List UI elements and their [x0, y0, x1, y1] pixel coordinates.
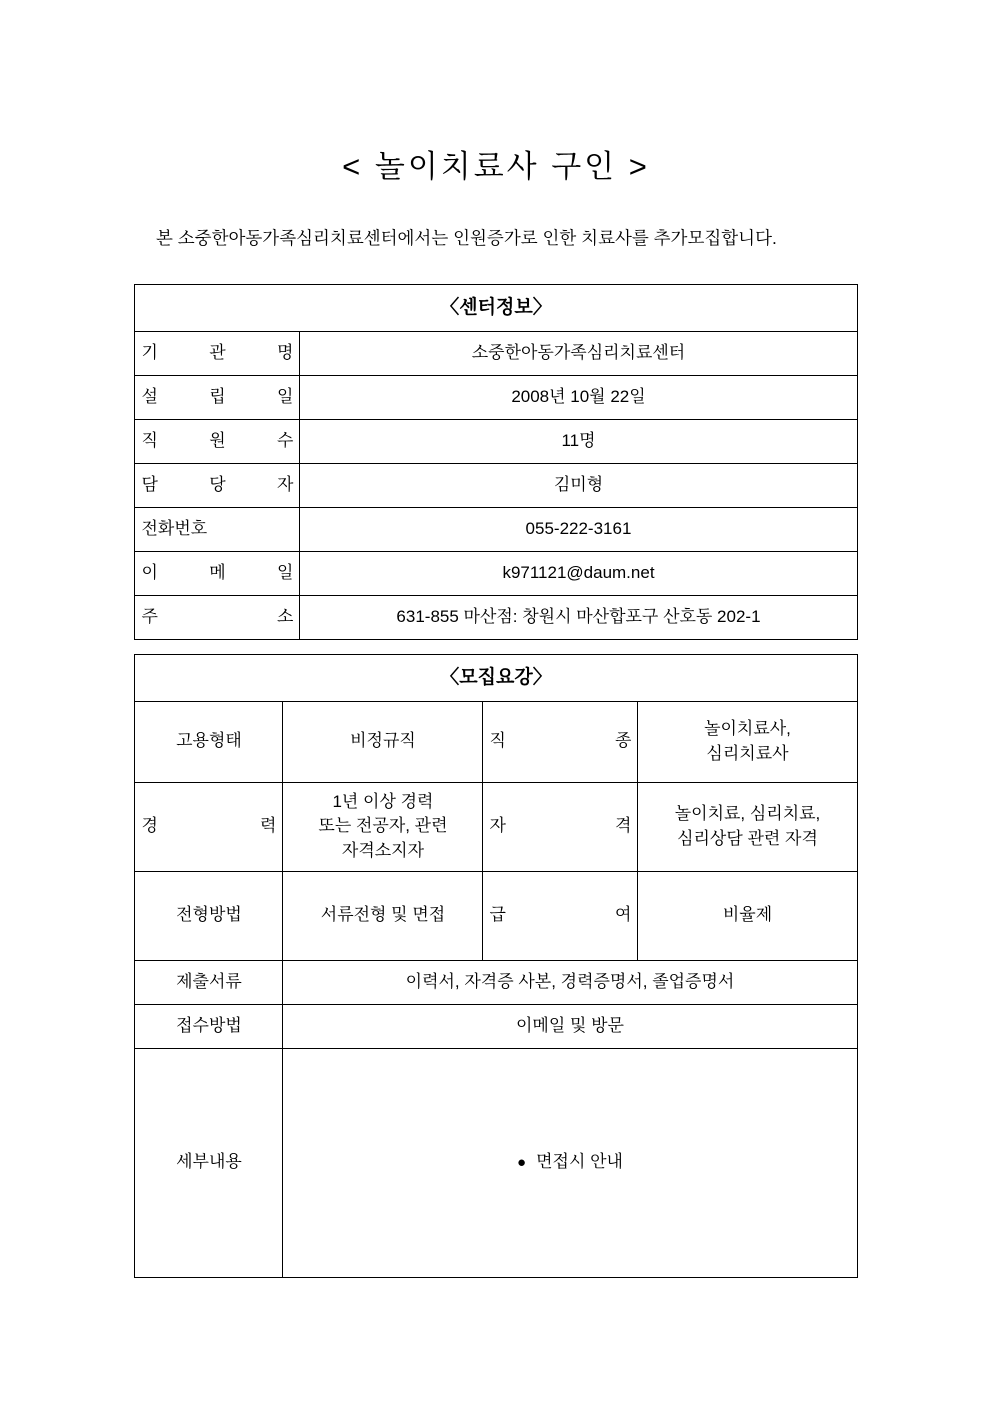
table-row: [135, 871, 857, 960]
row-label-phone: [135, 507, 300, 551]
row-value-qualification: [638, 782, 857, 871]
row-value-apply-method: 이메일 및 방문: [283, 1004, 857, 1048]
table-row: [135, 331, 857, 375]
label-text: 자 격: [489, 816, 632, 836]
table-row: [135, 595, 857, 639]
table-row: [135, 1048, 857, 1277]
row-label-qualification: [483, 782, 638, 871]
label-text: 전화번호: [141, 518, 208, 538]
row-label-staff-count: [135, 419, 300, 463]
center-info-section-title: 〈센터정보〉: [135, 284, 857, 331]
recruit-info-table-wrapper: [0, 654, 992, 1278]
row-value-address: 631-855 마산점: 창원시 마산합포구 산호동 202-1: [300, 595, 857, 639]
row-value-employment-type: 비정규직: [283, 701, 483, 782]
label-text: 직 종: [489, 731, 632, 751]
row-label-contact-person: [135, 463, 300, 507]
label-text: 담 당 자: [141, 474, 294, 494]
label-text: 직 원 수: [141, 430, 294, 450]
row-value-contact-person: 김미형: [300, 463, 857, 507]
bullet-icon: ●: [517, 1154, 527, 1172]
row-value-founded: 2008년 10월 22일: [300, 375, 857, 419]
detail-text: 면접시 안내: [536, 1152, 623, 1172]
row-value-email: k971121@daum.net: [300, 551, 857, 595]
table-row: [135, 960, 857, 1004]
recruit-section-title: 〈모집요강〉: [135, 654, 857, 701]
label-text: 주 소: [141, 606, 294, 626]
label-text: 급 여: [489, 905, 632, 925]
intro-paragraph: [0, 185, 992, 254]
row-value-career: [283, 782, 483, 871]
row-value-detail: [283, 1048, 857, 1277]
job-type-line-1: 놀이치료사,: [704, 719, 791, 739]
row-label-founded: [135, 375, 300, 419]
table-row: [135, 1004, 857, 1048]
row-value-organization: 소중한아동가족심리치료센터: [300, 331, 857, 375]
table-row: [135, 375, 857, 419]
label-text: 이 메 일: [141, 562, 294, 582]
recruit-info-table: [134, 654, 857, 1278]
row-label-documents: 제출서류: [135, 960, 283, 1004]
row-label-job-type: [483, 701, 638, 782]
row-value-staff-count: 11명: [300, 419, 857, 463]
table-row: [135, 782, 857, 871]
row-label-organization: [135, 331, 300, 375]
row-label-salary: [483, 871, 638, 960]
row-label-career: [135, 782, 283, 871]
row-value-job-type: [638, 701, 857, 782]
intro-text: 본 소중한아동가족심리치료센터에서는 인원증가로 인한 치료사를 추가모집합니다.: [156, 228, 777, 249]
label-text: 기 관 명: [141, 342, 294, 362]
career-line-3: 자격소지자: [341, 841, 425, 861]
career-line-2: 또는 전공자, 관련: [318, 816, 448, 836]
table-row: [135, 551, 857, 595]
row-label-selection-method: 전형방법: [135, 871, 283, 960]
row-label-detail: 세부내용: [135, 1048, 283, 1277]
table-row: [135, 463, 857, 507]
row-label-apply-method: 접수방법: [135, 1004, 283, 1048]
table-row: [135, 284, 857, 331]
career-line-1: 1년 이상 경력: [332, 791, 434, 811]
table-row: [135, 507, 857, 551]
row-label-employment-type: 고용형태: [135, 701, 283, 782]
table-row: [135, 654, 857, 701]
row-value-documents: 이력서, 자격증 사본, 경력증명서, 졸업증명서: [283, 960, 857, 1004]
qualification-line-2: 심리상담 관련 자격: [677, 828, 818, 848]
qualification-line-1: 놀이치료, 심리치료,: [674, 804, 821, 824]
row-value-phone: 055-222-3161: [300, 507, 857, 551]
table-row: [135, 419, 857, 463]
table-row: [135, 701, 857, 782]
label-text: 설 립 일: [141, 386, 294, 406]
row-value-selection-method: 서류전형 및 면접: [283, 871, 483, 960]
row-label-email: [135, 551, 300, 595]
job-type-line-2: 심리치료사: [706, 743, 789, 763]
center-info-table: [134, 284, 857, 640]
page-title: < 놀이치료사 구인 >: [342, 149, 650, 184]
row-value-salary: 비율제: [638, 871, 857, 960]
center-info-table-wrapper: [0, 284, 992, 640]
label-text: 경 력: [141, 816, 277, 836]
row-label-address: [135, 595, 300, 639]
